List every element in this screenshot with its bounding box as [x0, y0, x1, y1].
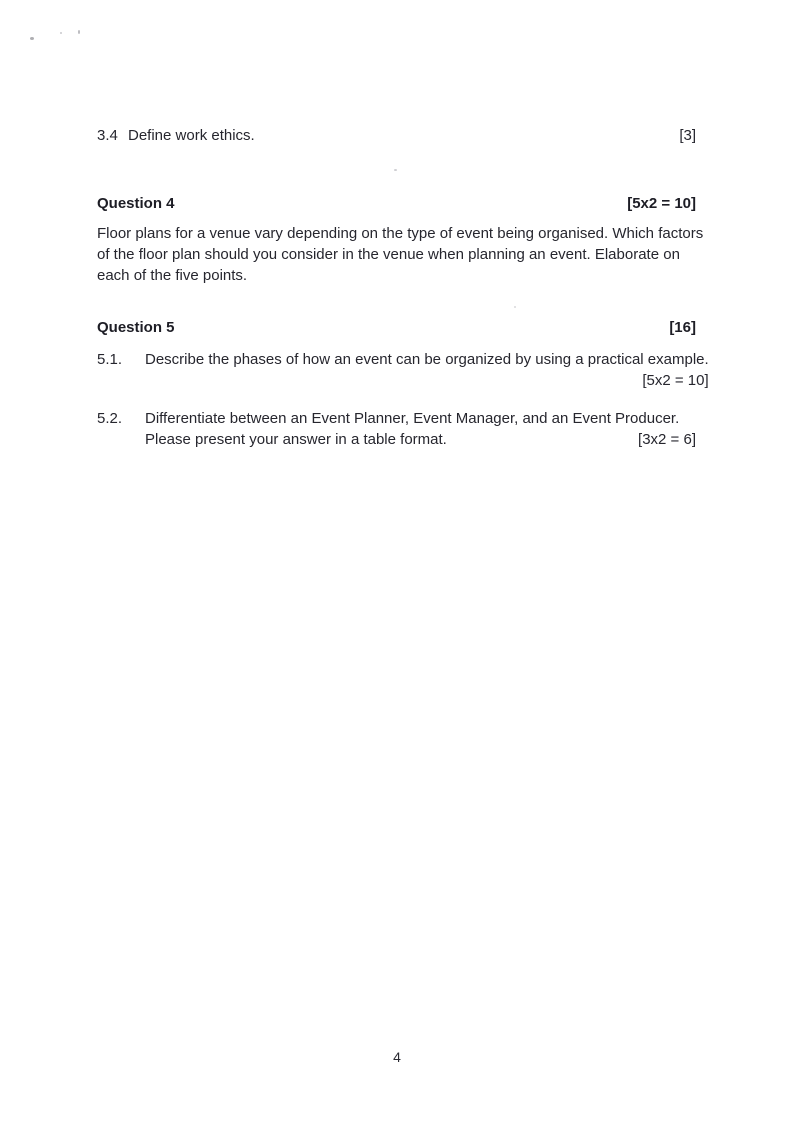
sub-question-5-2-number: 5.2. — [97, 410, 123, 427]
scan-artifact — [30, 37, 34, 40]
sub-question-5-1-number: 5.1. — [97, 351, 123, 368]
question-4-title: Question 4 — [97, 195, 175, 212]
question-3-4-number: 3.4 — [97, 127, 118, 144]
sub-question-5-2-text-line1: Differentiate between an Event Planner, Event Manager, and an Event Producer. — [145, 410, 680, 427]
question-3-4-marks: [3] — [679, 127, 696, 144]
question-5-heading — [97, 317, 696, 338]
sub-question-5-2-text-line2: Please present your answer in a table format. — [145, 431, 447, 448]
question-4-body-line: Floor plans for a venue vary depending on the type of event being organised. Which factors — [97, 225, 704, 242]
scan-artifact — [60, 32, 62, 34]
page-footer — [0, 1047, 794, 1067]
sub-question-5-2 — [97, 408, 696, 450]
question-4-body — [97, 223, 704, 286]
sub-question-5-1-text: Describe the phases of how an event can be organized by using a practical example. — [145, 351, 709, 368]
question-3-4-text: Define work ethics. — [128, 127, 255, 144]
question-4-body-line: each of the five points. — [97, 267, 248, 284]
sub-question-5-1-marks: [5x2 = 10] — [642, 372, 709, 389]
sub-question-5-2-marks: [3x2 = 6] — [638, 431, 696, 448]
question-4-body-line: of the floor plan should you consider in the venue when planning an event. Elaborate on — [97, 246, 680, 263]
question-4-heading — [97, 193, 696, 214]
question-3-4-row — [97, 125, 696, 146]
question-5-title: Question 5 — [97, 319, 175, 336]
page-number: 4 — [393, 1049, 401, 1065]
page-content — [97, 125, 709, 450]
sub-question-5-1 — [97, 349, 709, 391]
sub-question-5-2-body — [145, 408, 696, 450]
question-4-marks: [5x2 = 10] — [627, 195, 696, 212]
sub-question-5-1-body — [145, 349, 709, 391]
sub-question-5-2-line2 — [145, 429, 696, 450]
question-5-marks: [16] — [669, 319, 696, 336]
scan-artifact — [78, 30, 80, 34]
